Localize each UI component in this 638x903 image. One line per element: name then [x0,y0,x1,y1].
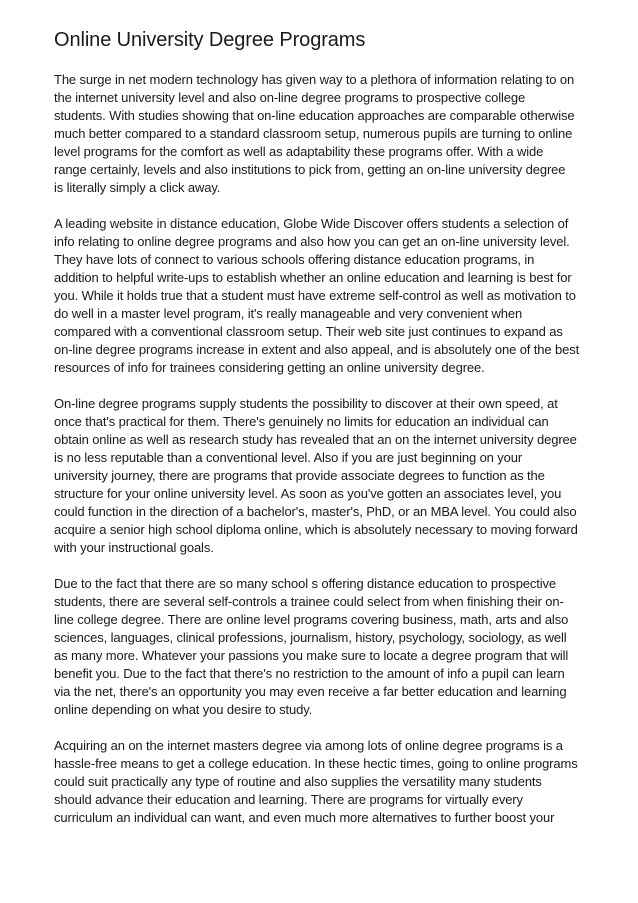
text-line: via the net, there's an opportunity you may even receive a far better education and learning [54,684,567,699]
text-line: Acquiring an on the internet masters degree via among lots of online degree programs is a [54,738,563,753]
text-line: as many more. Whatever your passions you make sure to locate a degree program that will [54,648,569,663]
text-line: hassle-free means to get a college education. In these hectic times, going to online programs [54,756,578,771]
text-line: university journey, there are programs that provide associate degrees to function as the [54,468,545,483]
text-line: students. With studies showing that on-line education approaches are comparable otherwise [54,108,575,123]
text-line: obtain online as well as research study has revealed that an on the internet university degree [54,432,577,447]
document-title: Online University Degree Programs [54,29,366,51]
text-line: much better compared to a standard classroom setup, numerous pupils are turning to online [54,126,573,141]
text-line: range certainly, levels and also institutions to pick from, getting an on-line university degree [54,162,566,177]
text-line: acquire a senior high school diploma online, which is absolutely necessary to moving forward [54,522,578,537]
text-line: On-line degree programs supply students the possibility to discover at their own speed, at [54,396,558,411]
document-body [54,71,594,845]
text-line: is literally simply a click away. [54,180,221,195]
text-line: addition to helpful write-ups to establish whether an online education and learning is best for [54,270,572,285]
paragraph [54,575,594,719]
text-line: could suit practically any type of routine and also supplies the versatility many students [54,774,542,789]
text-line: could function in the direction of a bachelor's, master's, PhD, or an MBA level. You could also [54,504,577,519]
text-line: once that's practical for them. There's genuinely no limits for education an individual can [54,414,549,429]
text-line: the internet university level and also on-line degree programs to prospective college [54,90,526,105]
text-line: students, there are several self-controls a trainee could select from when finishing their on- [54,594,564,609]
text-line: compared with a conventional classroom setup. Their web site just continues to expand as [54,324,563,339]
text-line: line college degree. There are online level programs covering business, math, arts and also [54,612,569,627]
text-line: is no less reputable than a conventional level. Also if you are just beginning on your [54,450,523,465]
text-line: They have lots of connect to various schools offering distance education programs, in [54,252,535,267]
text-line: level programs for the comfort as well as adaptability these programs offer. With a wide [54,144,544,159]
text-line: benefit you. Due to the fact that there's no restriction to the amount of info a pupil can learn [54,666,565,681]
text-line: should advance their education and learning. There are programs for virtually every [54,792,523,807]
text-line: sciences, languages, clinical professions, journalism, history, psychology, sociology, as well [54,630,567,645]
text-line: The surge in net modern technology has given way to a plethora of information relating to on [54,72,575,87]
text-line: you. While it holds true that a student must have extreme self-control as well as motivation to [54,288,576,303]
text-line: on-line degree programs increase in extent and also appeal, and is absolutely one of the best [54,342,580,357]
paragraph [54,215,594,377]
text-line: with your instructional goals. [54,540,214,555]
text-line: resources of info for trainees considering getting an online university degree. [54,360,485,375]
text-line: curriculum an individual can want, and even much more alternatives to further boost your [54,810,555,825]
text-line: info relating to online degree programs and also how you can get an on-line university level. [54,234,570,249]
text-line: Due to the fact that there are so many school s offering distance education to prospective [54,576,557,591]
text-line: structure for your online university level. As soon as you've gotten an associates level, you [54,486,562,501]
text-line: A leading website in distance education, Globe Wide Discover offers students a selection of [54,216,569,231]
text-line: online depending on what you desire to study. [54,702,313,717]
paragraph [54,737,594,827]
paragraph [54,71,594,197]
paragraph [54,395,594,557]
text-line: do well in a master level program, it's really manageable and very convenient when [54,306,523,321]
